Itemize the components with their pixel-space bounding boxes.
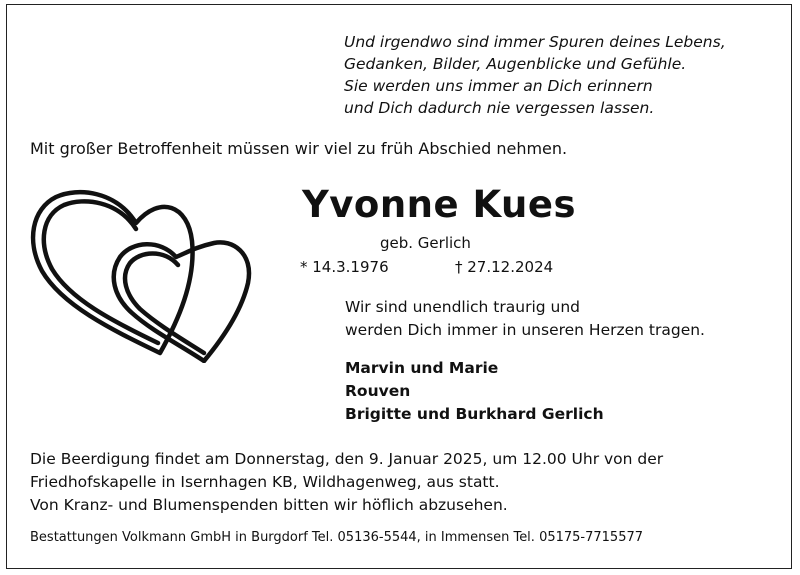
sorrow-line: Wir sind unendlich traurig und <box>345 298 580 316</box>
poem-line: Und irgendwo sind immer Spuren deines Lebens, <box>344 33 726 51</box>
deceased-name: Yvonne Kues <box>302 183 576 226</box>
birth-date: * 14.3.1976 <box>300 258 389 276</box>
family-names <box>345 357 604 426</box>
funeral-home-footer: Bestattungen Volkmann GmbH in Burgdorf Tel. 05136-5544, in Immensen Tel. 05175-7715577 <box>30 530 644 545</box>
maiden-name: geb. Gerlich <box>380 234 471 252</box>
death-date: † 27.12.2024 <box>455 258 554 276</box>
poem-line: Sie werden uns immer an Dich erinnern <box>344 77 653 95</box>
family-line: Brigitte und Burkhard Gerlich <box>345 405 604 423</box>
intro-text: Mit großer Betroffenheit müssen wir viel zu früh Abschied nehmen. <box>30 139 568 158</box>
sorrow-line: werden Dich immer in unseren Herzen tragen. <box>345 321 705 339</box>
sorrow-text <box>345 296 705 342</box>
poem-line: Gedanken, Bilder, Augenblicke und Gefühle. <box>344 55 687 73</box>
funeral-line: Die Beerdigung findet am Donnerstag, den 9. Januar 2025, um 12.00 Uhr von der <box>30 450 664 468</box>
poem-line: und Dich dadurch nie vergessen lassen. <box>344 99 655 117</box>
family-line: Rouven <box>345 382 411 400</box>
funeral-line: Von Kranz- und Blumenspenden bitten wir höflich abzusehen. <box>30 496 508 514</box>
hearts-icon <box>28 183 253 363</box>
memorial-poem <box>344 31 726 119</box>
family-line: Marvin und Marie <box>345 359 499 377</box>
funeral-line: Friedhofskapelle in Isernhagen KB, Wildhagenweg, aus statt. <box>30 473 500 491</box>
funeral-notice <box>30 448 663 517</box>
